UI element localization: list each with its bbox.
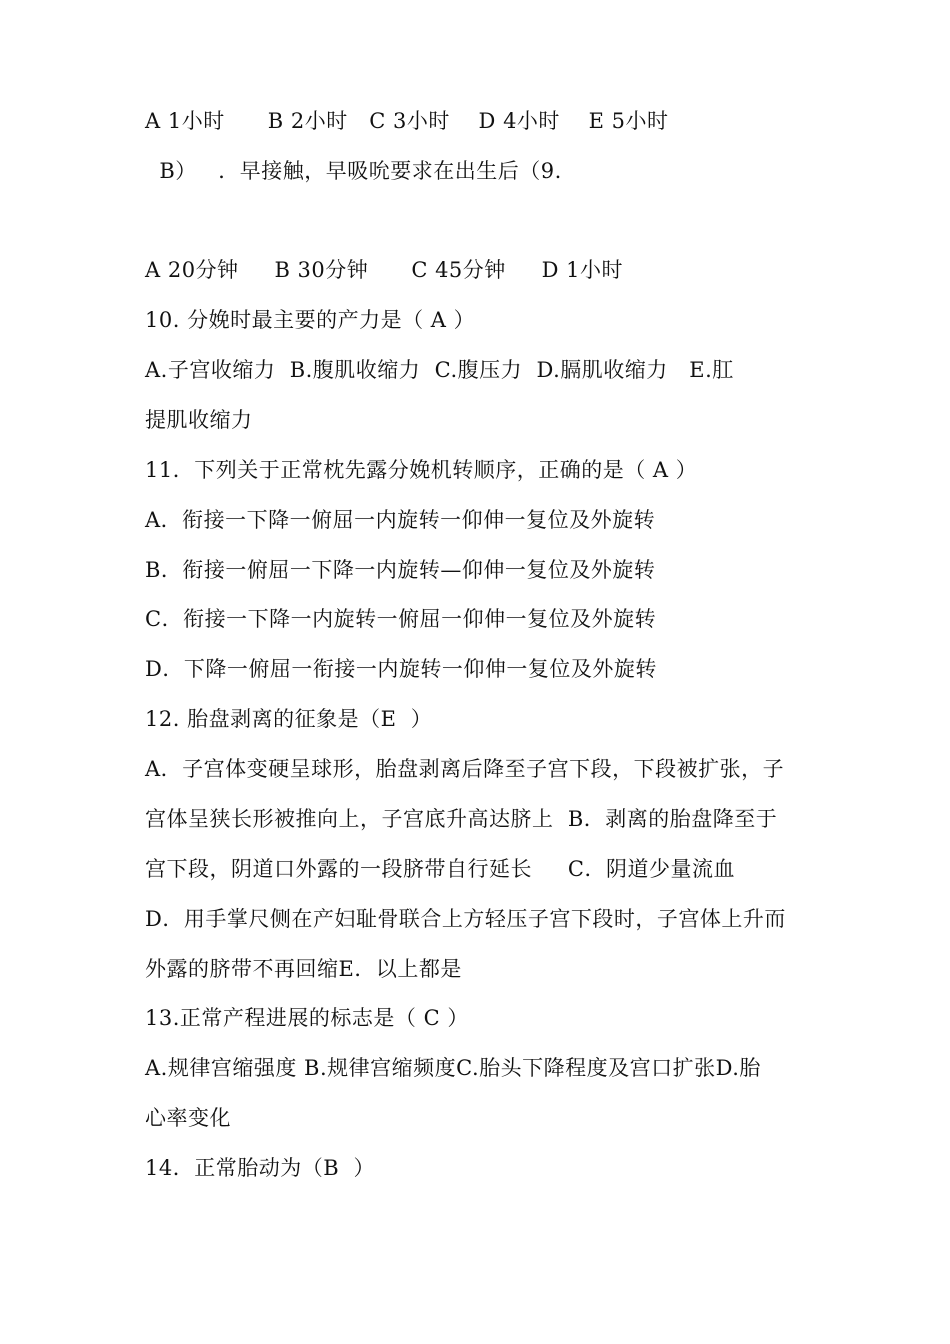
question-13-stem: 13.正常产程进展的标志是（ C ） [145, 1006, 469, 1030]
question-12-option-a: A．子宫体变硬呈球形，胎盘剥离后降至子宫下段，下段被扩张，子 [145, 757, 785, 781]
question-13-options: A.规律宫缩强度 B.规律宫缩频度C.胎头下降程度及宫口扩张D.胎 [145, 1056, 761, 1080]
question-10-options: A.子宫收缩力 B.腹肌收缩力 C.腹压力 D.膈肌收缩力 E.肛 [145, 358, 734, 382]
question-10-options-cont: 提肌收缩力 [145, 408, 253, 432]
question-12-option-d: D．用手掌尺侧在产妇耻骨联合上方轻压子宫下段时，子宫体上升而 [145, 907, 786, 931]
question-12-stem: 12. 胎盘剥离的征象是（E ） [145, 707, 433, 731]
question-12-option-d-cont: 外露的脐带不再回缩E．以上都是 [145, 957, 462, 981]
question-13-options-cont: 心率变化 [145, 1106, 231, 1130]
question-9-options: A 20分钟 B 30分钟 C 45分钟 D 1小时 [145, 258, 624, 282]
question-8-options: A 1小时 B 2小时 C 3小时 D 4小时 E 5小时 [145, 109, 669, 133]
question-11-option-b: B．衔接一俯屈一下降一内旋转—仰伸一复位及外旋转 [145, 558, 656, 582]
question-10-stem: 10. 分娩时最主要的产力是（ A ） [145, 308, 476, 332]
question-9-stem: B） ．早接触，早吸吮要求在出生后（9. [145, 159, 562, 183]
question-11-option-a: A．衔接一下降一俯屈一内旋转一仰伸一复位及外旋转 [145, 508, 656, 532]
question-12-option-a-cont: 宫体呈狭长形被推向上，子宫底升高达脐上 B．剥离的胎盘降至于 [145, 807, 778, 831]
question-14-stem: 14．正常胎动为（B ） [145, 1156, 376, 1180]
question-11-option-d: D．下降一俯屈一衔接一内旋转一仰伸一复位及外旋转 [145, 657, 657, 681]
question-11-option-c: C．衔接一下降一内旋转一俯屈一仰伸一复位及外旋转 [145, 607, 657, 631]
question-12-option-b-cont: 宫下段，阴道口外露的一段脐带自行延长 C．阴道少量流血 [145, 857, 735, 881]
question-11-stem: 11．下列关于正常枕先露分娩机转顺序，正确的是（ A ） [145, 458, 698, 482]
